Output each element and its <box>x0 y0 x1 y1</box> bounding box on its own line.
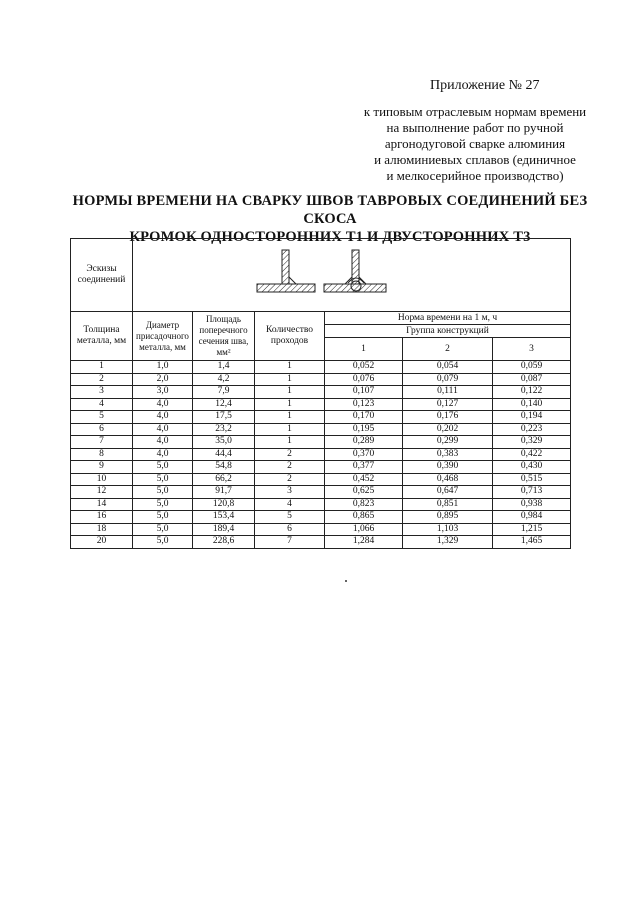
cell-norm-group-1: 0,823 <box>325 498 403 511</box>
table-row <box>71 411 571 424</box>
cell-norm-group-3: 0,223 <box>493 423 571 436</box>
cell-thickness: 18 <box>71 523 133 536</box>
cell-norm-group-1: 0,625 <box>325 486 403 499</box>
cell-thickness: 3 <box>71 386 133 399</box>
header-norm: Норма времени на 1 м, ч <box>325 312 571 325</box>
table-row <box>71 448 571 461</box>
header-group-2: 2 <box>403 338 493 361</box>
cell-norm-group-2: 0,895 <box>403 511 493 524</box>
header-thickness: Толщина металла, мм <box>71 312 133 361</box>
cell-area: 1,4 <box>193 361 255 374</box>
cell-norm-group-2: 0,647 <box>403 486 493 499</box>
table-row <box>71 486 571 499</box>
document-title-line1: НОРМЫ ВРЕМЕНИ НА СВАРКУ ШВОВ ТАВРОВЫХ СОЕДИНЕНИЙ БЕЗ СКОСА <box>72 193 588 227</box>
cell-norm-group-3: 0,938 <box>493 498 571 511</box>
cell-norm-group-3: 0,059 <box>493 361 571 374</box>
cell-norm-group-1: 0,123 <box>325 398 403 411</box>
cell-norm-group-3: 0,430 <box>493 461 571 474</box>
table-row <box>71 523 571 536</box>
cell-area: 153,4 <box>193 511 255 524</box>
cell-norm-group-2: 0,127 <box>403 398 493 411</box>
appendix-line: и алюминиевых сплавов (единичное <box>374 152 576 167</box>
cell-norm-group-1: 1,284 <box>325 536 403 549</box>
cell-thickness: 9 <box>71 461 133 474</box>
cell-area: 12,4 <box>193 398 255 411</box>
cell-area: 91,7 <box>193 486 255 499</box>
cell-area: 4,2 <box>193 373 255 386</box>
header-group-3: 3 <box>493 338 571 361</box>
cell-thickness: 12 <box>71 486 133 499</box>
cell-norm-group-1: 1,066 <box>325 523 403 536</box>
cell-area: 44,4 <box>193 448 255 461</box>
cell-passes: 1 <box>255 423 325 436</box>
cell-diameter: 5,0 <box>133 536 193 549</box>
cell-area: 17,5 <box>193 411 255 424</box>
cell-norm-group-1: 0,377 <box>325 461 403 474</box>
appendix-title: Приложение № 27 <box>430 78 540 93</box>
cell-diameter: 5,0 <box>133 486 193 499</box>
cell-norm-group-2: 0,079 <box>403 373 493 386</box>
cell-norm-group-2: 0,468 <box>403 473 493 486</box>
appendix-subtitle <box>350 104 600 184</box>
cell-norm-group-2: 0,176 <box>403 411 493 424</box>
cell-passes: 7 <box>255 536 325 549</box>
table-row <box>71 423 571 436</box>
table-row <box>71 461 571 474</box>
norms-table <box>70 238 571 549</box>
table-row <box>71 498 571 511</box>
cell-diameter: 3,0 <box>133 386 193 399</box>
cell-area: 120,8 <box>193 498 255 511</box>
cell-passes: 4 <box>255 498 325 511</box>
header-passes: Количество проходов <box>255 312 325 361</box>
cell-norm-group-1: 0,289 <box>325 436 403 449</box>
cell-thickness: 4 <box>71 398 133 411</box>
cell-norm-group-1: 0,370 <box>325 448 403 461</box>
cell-norm-group-2: 0,111 <box>403 386 493 399</box>
cell-diameter: 5,0 <box>133 523 193 536</box>
cell-passes: 1 <box>255 411 325 424</box>
header-diameter: Диаметр присадочного металла, мм <box>133 312 193 361</box>
cell-norm-group-2: 1,329 <box>403 536 493 549</box>
table-row <box>71 373 571 386</box>
cell-diameter: 5,0 <box>133 511 193 524</box>
cell-thickness: 20 <box>71 536 133 549</box>
cell-diameter: 5,0 <box>133 498 193 511</box>
cell-norm-group-1: 0,170 <box>325 411 403 424</box>
cell-norm-group-3: 1,215 <box>493 523 571 536</box>
cell-passes: 1 <box>255 361 325 374</box>
cell-thickness: 6 <box>71 423 133 436</box>
cell-passes: 2 <box>255 448 325 461</box>
appendix-line: и мелкосерийное производство) <box>386 168 564 183</box>
table-row <box>71 436 571 449</box>
cell-diameter: 4,0 <box>133 436 193 449</box>
cell-norm-group-3: 0,713 <box>493 486 571 499</box>
cell-area: 23,2 <box>193 423 255 436</box>
table-row <box>71 398 571 411</box>
appendix-line: к типовым отраслевым нормам времени <box>363 104 587 119</box>
cell-diameter: 4,0 <box>133 398 193 411</box>
cell-passes: 6 <box>255 523 325 536</box>
cell-norm-group-1: 0,452 <box>325 473 403 486</box>
cell-norm-group-1: 0,052 <box>325 361 403 374</box>
cell-diameter: 4,0 <box>133 448 193 461</box>
cell-norm-group-3: 0,422 <box>493 448 571 461</box>
table-row <box>71 536 571 549</box>
cell-diameter: 1,0 <box>133 361 193 374</box>
cell-norm-group-2: 1,103 <box>403 523 493 536</box>
cell-thickness: 7 <box>71 436 133 449</box>
stray-dot <box>345 580 347 582</box>
table-row <box>71 511 571 524</box>
document-title-line2: КРОМОК ОДНОСТОРОННИХ Т1 И ДВУСТОРОННИХ Т3 <box>129 229 531 245</box>
table-row <box>71 386 571 399</box>
cell-diameter: 5,0 <box>133 461 193 474</box>
cell-norm-group-3: 0,194 <box>493 411 571 424</box>
cell-passes: 1 <box>255 398 325 411</box>
cell-thickness: 14 <box>71 498 133 511</box>
cell-norm-group-2: 0,383 <box>403 448 493 461</box>
cell-norm-group-2: 0,390 <box>403 461 493 474</box>
cell-norm-group-3: 0,515 <box>493 473 571 486</box>
cell-norm-group-2: 0,299 <box>403 436 493 449</box>
cell-thickness: 2 <box>71 373 133 386</box>
header-group-1: 1 <box>325 338 403 361</box>
cell-norm-group-3: 0,087 <box>493 373 571 386</box>
cell-diameter: 4,0 <box>133 423 193 436</box>
cell-diameter: 2,0 <box>133 373 193 386</box>
header-area: Площадь поперечного сечения шва, мм² <box>193 312 255 361</box>
cell-norm-group-1: 0,076 <box>325 373 403 386</box>
appendix-line: аргонодуговой сварке алюминия <box>384 136 566 151</box>
weld-joint-sketch-icon <box>252 245 452 301</box>
cell-area: 54,8 <box>193 461 255 474</box>
cell-norm-group-1: 0,107 <box>325 386 403 399</box>
cell-norm-group-3: 0,329 <box>493 436 571 449</box>
cell-area: 228,6 <box>193 536 255 549</box>
cell-area: 66,2 <box>193 473 255 486</box>
cell-area: 7,9 <box>193 386 255 399</box>
cell-thickness: 10 <box>71 473 133 486</box>
cell-norm-group-3: 1,465 <box>493 536 571 549</box>
cell-passes: 2 <box>255 461 325 474</box>
cell-area: 189,4 <box>193 523 255 536</box>
sketch-label: Эскизы соединений <box>71 239 133 312</box>
appendix-line: на выполнение работ по ручной <box>386 120 564 135</box>
cell-norm-group-2: 0,202 <box>403 423 493 436</box>
cell-norm-group-1: 0,865 <box>325 511 403 524</box>
cell-passes: 1 <box>255 436 325 449</box>
sketch-cell <box>133 239 571 312</box>
cell-area: 35,0 <box>193 436 255 449</box>
cell-diameter: 5,0 <box>133 473 193 486</box>
cell-thickness: 16 <box>71 511 133 524</box>
cell-diameter: 4,0 <box>133 411 193 424</box>
cell-norm-group-2: 0,851 <box>403 498 493 511</box>
cell-passes: 2 <box>255 473 325 486</box>
cell-passes: 3 <box>255 486 325 499</box>
cell-norm-group-2: 0,054 <box>403 361 493 374</box>
cell-passes: 5 <box>255 511 325 524</box>
cell-thickness: 8 <box>71 448 133 461</box>
cell-norm-group-3: 0,984 <box>493 511 571 524</box>
table-row <box>71 473 571 486</box>
table-row <box>71 361 571 374</box>
cell-thickness: 1 <box>71 361 133 374</box>
cell-thickness: 5 <box>71 411 133 424</box>
cell-norm-group-3: 0,122 <box>493 386 571 399</box>
cell-passes: 1 <box>255 373 325 386</box>
cell-norm-group-3: 0,140 <box>493 398 571 411</box>
header-group: Группа конструкций <box>325 325 571 338</box>
cell-norm-group-1: 0,195 <box>325 423 403 436</box>
cell-passes: 1 <box>255 386 325 399</box>
